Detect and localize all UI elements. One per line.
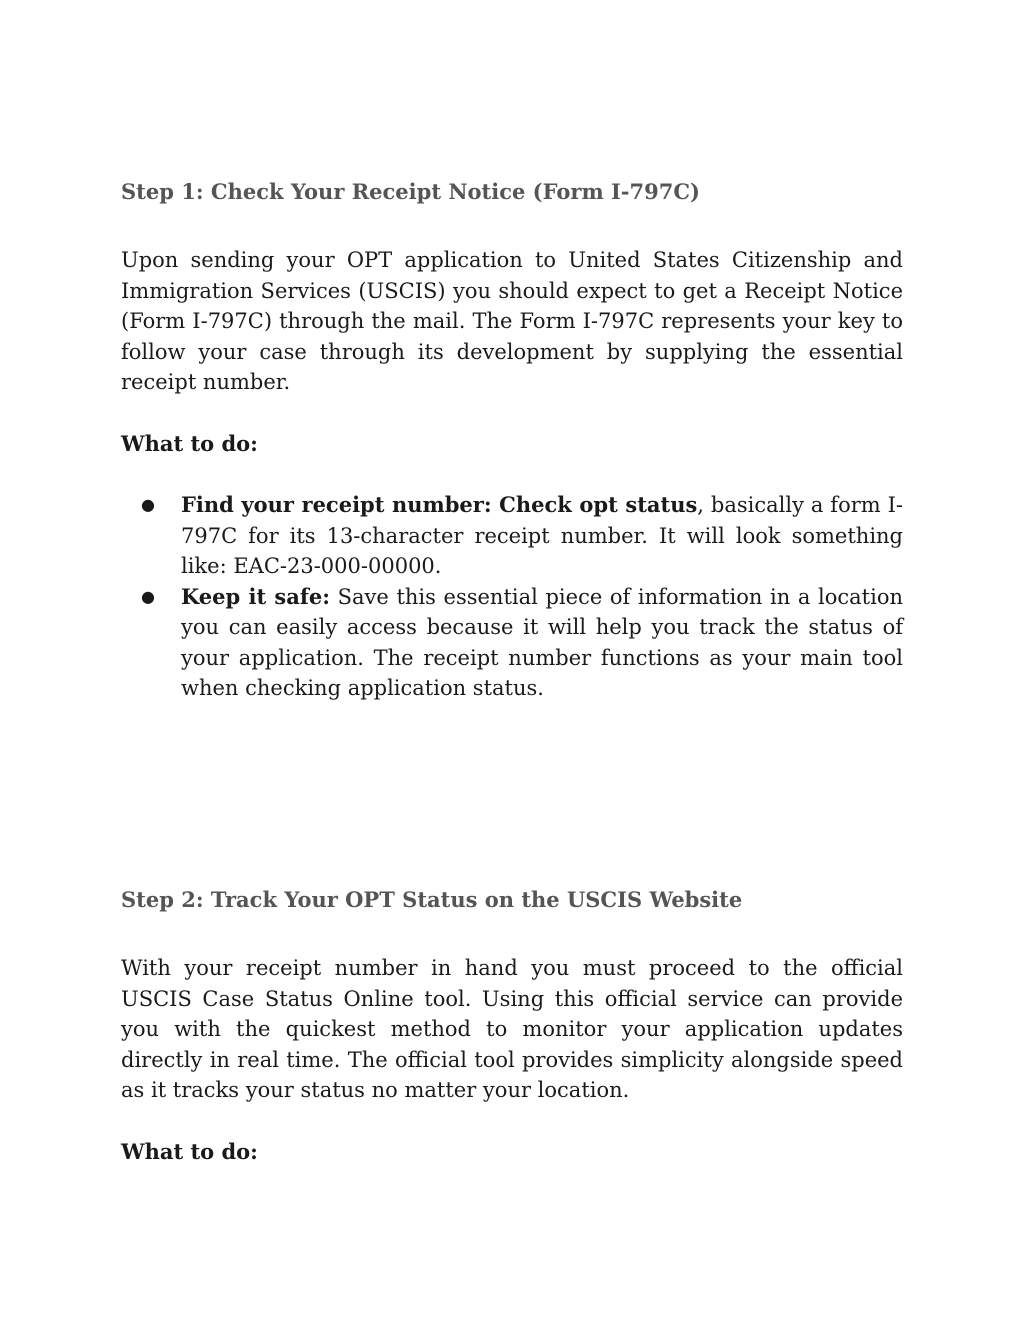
step2-heading: Step 2: Track Your OPT Status on the USCIS Website (121, 887, 743, 912)
list-item (121, 582, 903, 704)
bullet-text: Save this essential piece of information in a location you can easily access because it will help you track the status of your application. The receipt number functions as your main tool when checking application status. (181, 584, 903, 700)
list-item (121, 490, 903, 582)
bullet-icon: ● (141, 586, 155, 606)
step2-what-to-do (121, 1137, 903, 1167)
step2-paragraph: With your receipt number in hand you must proceed to the official USCIS Case Status Online tool. Using this official service can provide you with the quickest method to monitor your application updates directly in real time. The official tool provides simplicity alongside speed as it tracks your status no matter your location. (121, 956, 903, 1102)
step1-section (121, 177, 903, 207)
step2-section (121, 885, 903, 915)
bullet-bold-text: Keep it safe: (181, 583, 330, 609)
bullet-icon: ● (141, 495, 155, 514)
bullet-bold-text: Find your receipt number: Check opt status (181, 492, 698, 517)
bullet-text: , basically a form I-797C for its 13-character receipt number. It will look something like: EAC-23-000-00000. (181, 493, 903, 578)
step1-what-to-do (121, 429, 903, 459)
step2-what-to-do-label: What to do: (121, 1139, 258, 1164)
step1-bullet-list (121, 490, 903, 704)
step1-heading: Step 1: Check Your Receipt Notice (Form I-797C) (121, 179, 700, 204)
step1-what-to-do-label: What to do: (121, 431, 258, 456)
step1-body (121, 245, 903, 398)
step1-paragraph: Upon sending your OPT application to United States Citizenship and Immigration Services (USCIS) you should expect to get a Receipt Notice (Form I-797C) through the mail. The Form I-797C represents your key to follow your case through its development by supplying the essential receipt number. (121, 248, 903, 394)
step2-body (121, 953, 903, 1106)
